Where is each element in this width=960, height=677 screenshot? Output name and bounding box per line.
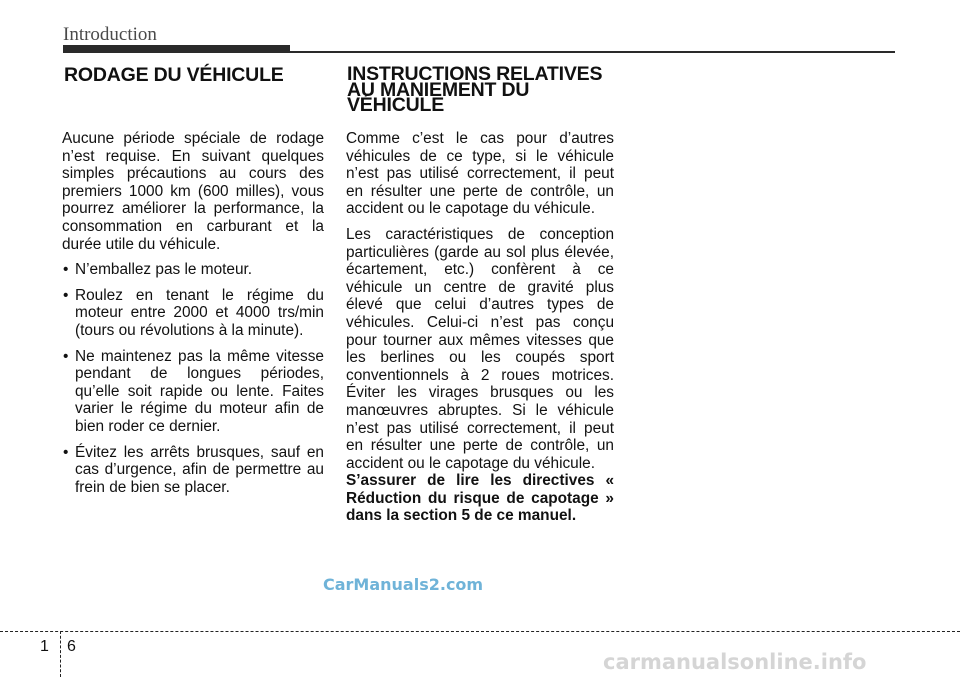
paragraph: Comme c’est le cas pour d’autres véhicules de ce type, si le véhicule n’est pas utilisé correctement, il peut en résulter une perte de contrôle, un accident ou le capotage du véhicule. bbox=[346, 130, 614, 218]
heading-rodage: RODAGE DU VÉHICULE bbox=[64, 64, 284, 86]
footer-divider bbox=[0, 631, 960, 632]
intro-paragraph: Aucune période spéciale de rodage n’est requise. En suivant quelques simples précautions au cours des premiers 1000 km (600 milles), vous pourrez améliorer la performance, la consommation en carburant et la durée utile du véhicule. bbox=[62, 130, 324, 253]
bullet-list bbox=[62, 261, 324, 496]
footer-separator bbox=[60, 631, 61, 677]
page-number: 6 bbox=[67, 638, 76, 655]
heading-line: INSTRUCTIONS RELATIVES bbox=[347, 63, 603, 85]
rollover-note: S’assurer de lire les directives « Réduction du risque de capotage » dans la section 5 de ce manuel. bbox=[346, 472, 614, 525]
header-rule bbox=[63, 51, 895, 53]
heading-line: AU MANIEMENT DU bbox=[347, 78, 530, 101]
heading-line: VÉHICULE bbox=[347, 94, 444, 116]
watermark-link[interactable]: CarManuals2.com bbox=[323, 575, 484, 594]
list-item: • N’emballez pas le moteur. bbox=[62, 261, 324, 279]
left-column bbox=[62, 130, 324, 504]
footer-site-link[interactable]: carmanualsonline.info bbox=[603, 650, 867, 674]
right-column bbox=[346, 130, 614, 525]
paragraph: Les caractéristiques de conception particulières (garde au sol plus élevée, écartement, etc.) confèrent à ce véhicule un centre de gravité plus élevé que celui d’autres types de véhicules. Celui-ci n’est pas conçu pour tourner aux mêmes vitesses que les berlines ou les coupés sport conventionnels à 2 roues motrices. Éviter les virages brusques ou les manœuvres abruptes. Si le véhicule n’est pas utilisé correctement, il peut en résulter une perte de contrôle, un accident ou le capotage du véhicule. bbox=[346, 225, 614, 472]
chapter-number: 1 bbox=[40, 638, 49, 655]
heading-instructions bbox=[347, 63, 647, 116]
list-item: • Roulez en tenant le régime du moteur entre 2000 et 4000 trs/min (tours ou révolutions à la minute). bbox=[62, 287, 324, 340]
section-title: Introduction bbox=[63, 24, 157, 45]
list-item: • Ne maintenez pas la même vitesse pendant de longues périodes, qu’elle soit rapide ou lente. Faites varier le régime du moteur afin de bien roder ce dernier. bbox=[62, 348, 324, 436]
list-item: • Évitez les arrêts brusques, sauf en cas d’urgence, afin de permettre au frein de bien se placer. bbox=[62, 444, 324, 497]
